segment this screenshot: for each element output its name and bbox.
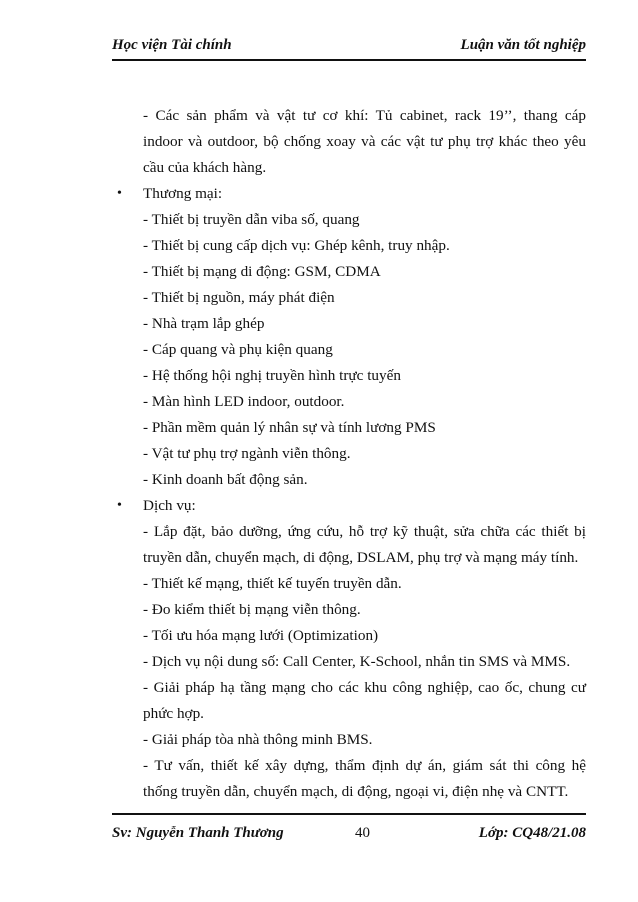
text-line [112, 701, 586, 727]
bullet-icon: • [117, 498, 122, 513]
text-line [112, 545, 586, 571]
text-line [112, 311, 586, 337]
text-line [112, 623, 586, 649]
page-header [112, 37, 586, 61]
line-text: - Hệ thống hội nghị truyền hình trực tuyến [143, 367, 401, 384]
text-line [112, 779, 586, 805]
document-body [112, 103, 586, 805]
line-text: indoor và outdoor, bộ chống xoay và các vật tư phụ trợ khác theo yêu [143, 133, 586, 150]
header-institution: Học viện Tài chính [112, 37, 232, 53]
line-text: - Giải pháp hạ tầng mạng cho các khu công nghiệp, cao ốc, chung cư [143, 679, 586, 696]
text-line [112, 103, 586, 129]
line-text: - Thiết bị nguồn, máy phát điện [143, 289, 335, 306]
text-line [112, 727, 586, 753]
text-line [112, 571, 586, 597]
line-text: - Các sản phẩm và vật tư cơ khí: Tủ cabinet, rack 19’’, thang cáp [143, 107, 586, 124]
line-text: - Thiết bị truyền dẫn viba số, quang [143, 211, 360, 228]
text-line [112, 233, 586, 259]
bullet-icon: • [117, 186, 122, 201]
line-text: - Đo kiểm thiết bị mạng viễn thông. [143, 601, 361, 618]
line-text: Dịch vụ: [143, 497, 196, 514]
text-line [112, 519, 586, 545]
line-text: - Dịch vụ nội dung số: Call Center, K-School, nhắn tin SMS và MMS. [143, 653, 571, 670]
line-text: - Thiết bị cung cấp dịch vụ: Ghép kênh, truy nhập. [143, 237, 450, 254]
text-line [112, 389, 586, 415]
line-text: phức hợp. [143, 705, 204, 722]
line-text: Thương mại: [143, 185, 223, 202]
page-number: 40 [355, 825, 370, 841]
text-line [112, 675, 586, 701]
text-line [112, 129, 586, 155]
line-text: - Tối ưu hóa mạng lưới (Optimization) [143, 627, 379, 644]
text-line [112, 597, 586, 623]
text-line [112, 441, 586, 467]
bullet-heading [112, 493, 586, 519]
text-line [112, 337, 586, 363]
footer-student-name: Sv: Nguyễn Thanh Thương [112, 825, 284, 841]
line-text: - Nhà trạm lắp ghép [143, 315, 265, 332]
line-text: - Màn hình LED indoor, outdoor. [143, 393, 345, 410]
line-text: - Phần mềm quản lý nhân sự và tính lương PMS [143, 419, 436, 436]
line-text: - Giải pháp tòa nhà thông minh BMS. [143, 731, 373, 748]
text-line [112, 649, 586, 675]
text-line [112, 207, 586, 233]
line-text: - Vật tư phụ trợ ngành viễn thông. [143, 445, 351, 462]
text-line [112, 415, 586, 441]
text-line [112, 753, 586, 779]
page-footer [112, 813, 586, 845]
bullet-heading [112, 181, 586, 207]
line-text: thống truyền dẫn, chuyển mạch, di động, ngoại vi, điện nhẹ và CNTT. [143, 783, 569, 800]
text-line [112, 155, 586, 181]
line-text: truyền dẫn, chuyển mạch, di động, DSLAM, phụ trợ và mạng máy tính. [143, 549, 579, 566]
text-line [112, 363, 586, 389]
header-document-type: Luận văn tốt nghiệp [460, 37, 586, 53]
text-line [112, 259, 586, 285]
text-line [112, 285, 586, 311]
text-line [112, 467, 586, 493]
line-text: - Thiết bị mạng di động: GSM, CDMA [143, 263, 381, 280]
line-text: cầu của khách hàng. [143, 159, 267, 176]
footer-class: Lớp: CQ48/21.08 [478, 825, 586, 841]
line-text: - Tư vấn, thiết kế xây dựng, thẩm định dự án, giám sát thi công hệ [143, 757, 586, 774]
line-text: - Kinh doanh bất động sản. [143, 471, 308, 488]
line-text: - Cáp quang và phụ kiện quang [143, 341, 333, 358]
line-text: - Lắp đặt, bảo dưỡng, ứng cứu, hỗ trợ kỹ thuật, sửa chữa các thiết bị [143, 523, 586, 540]
line-text: - Thiết kế mạng, thiết kế tuyến truyền dẫn. [143, 575, 402, 592]
